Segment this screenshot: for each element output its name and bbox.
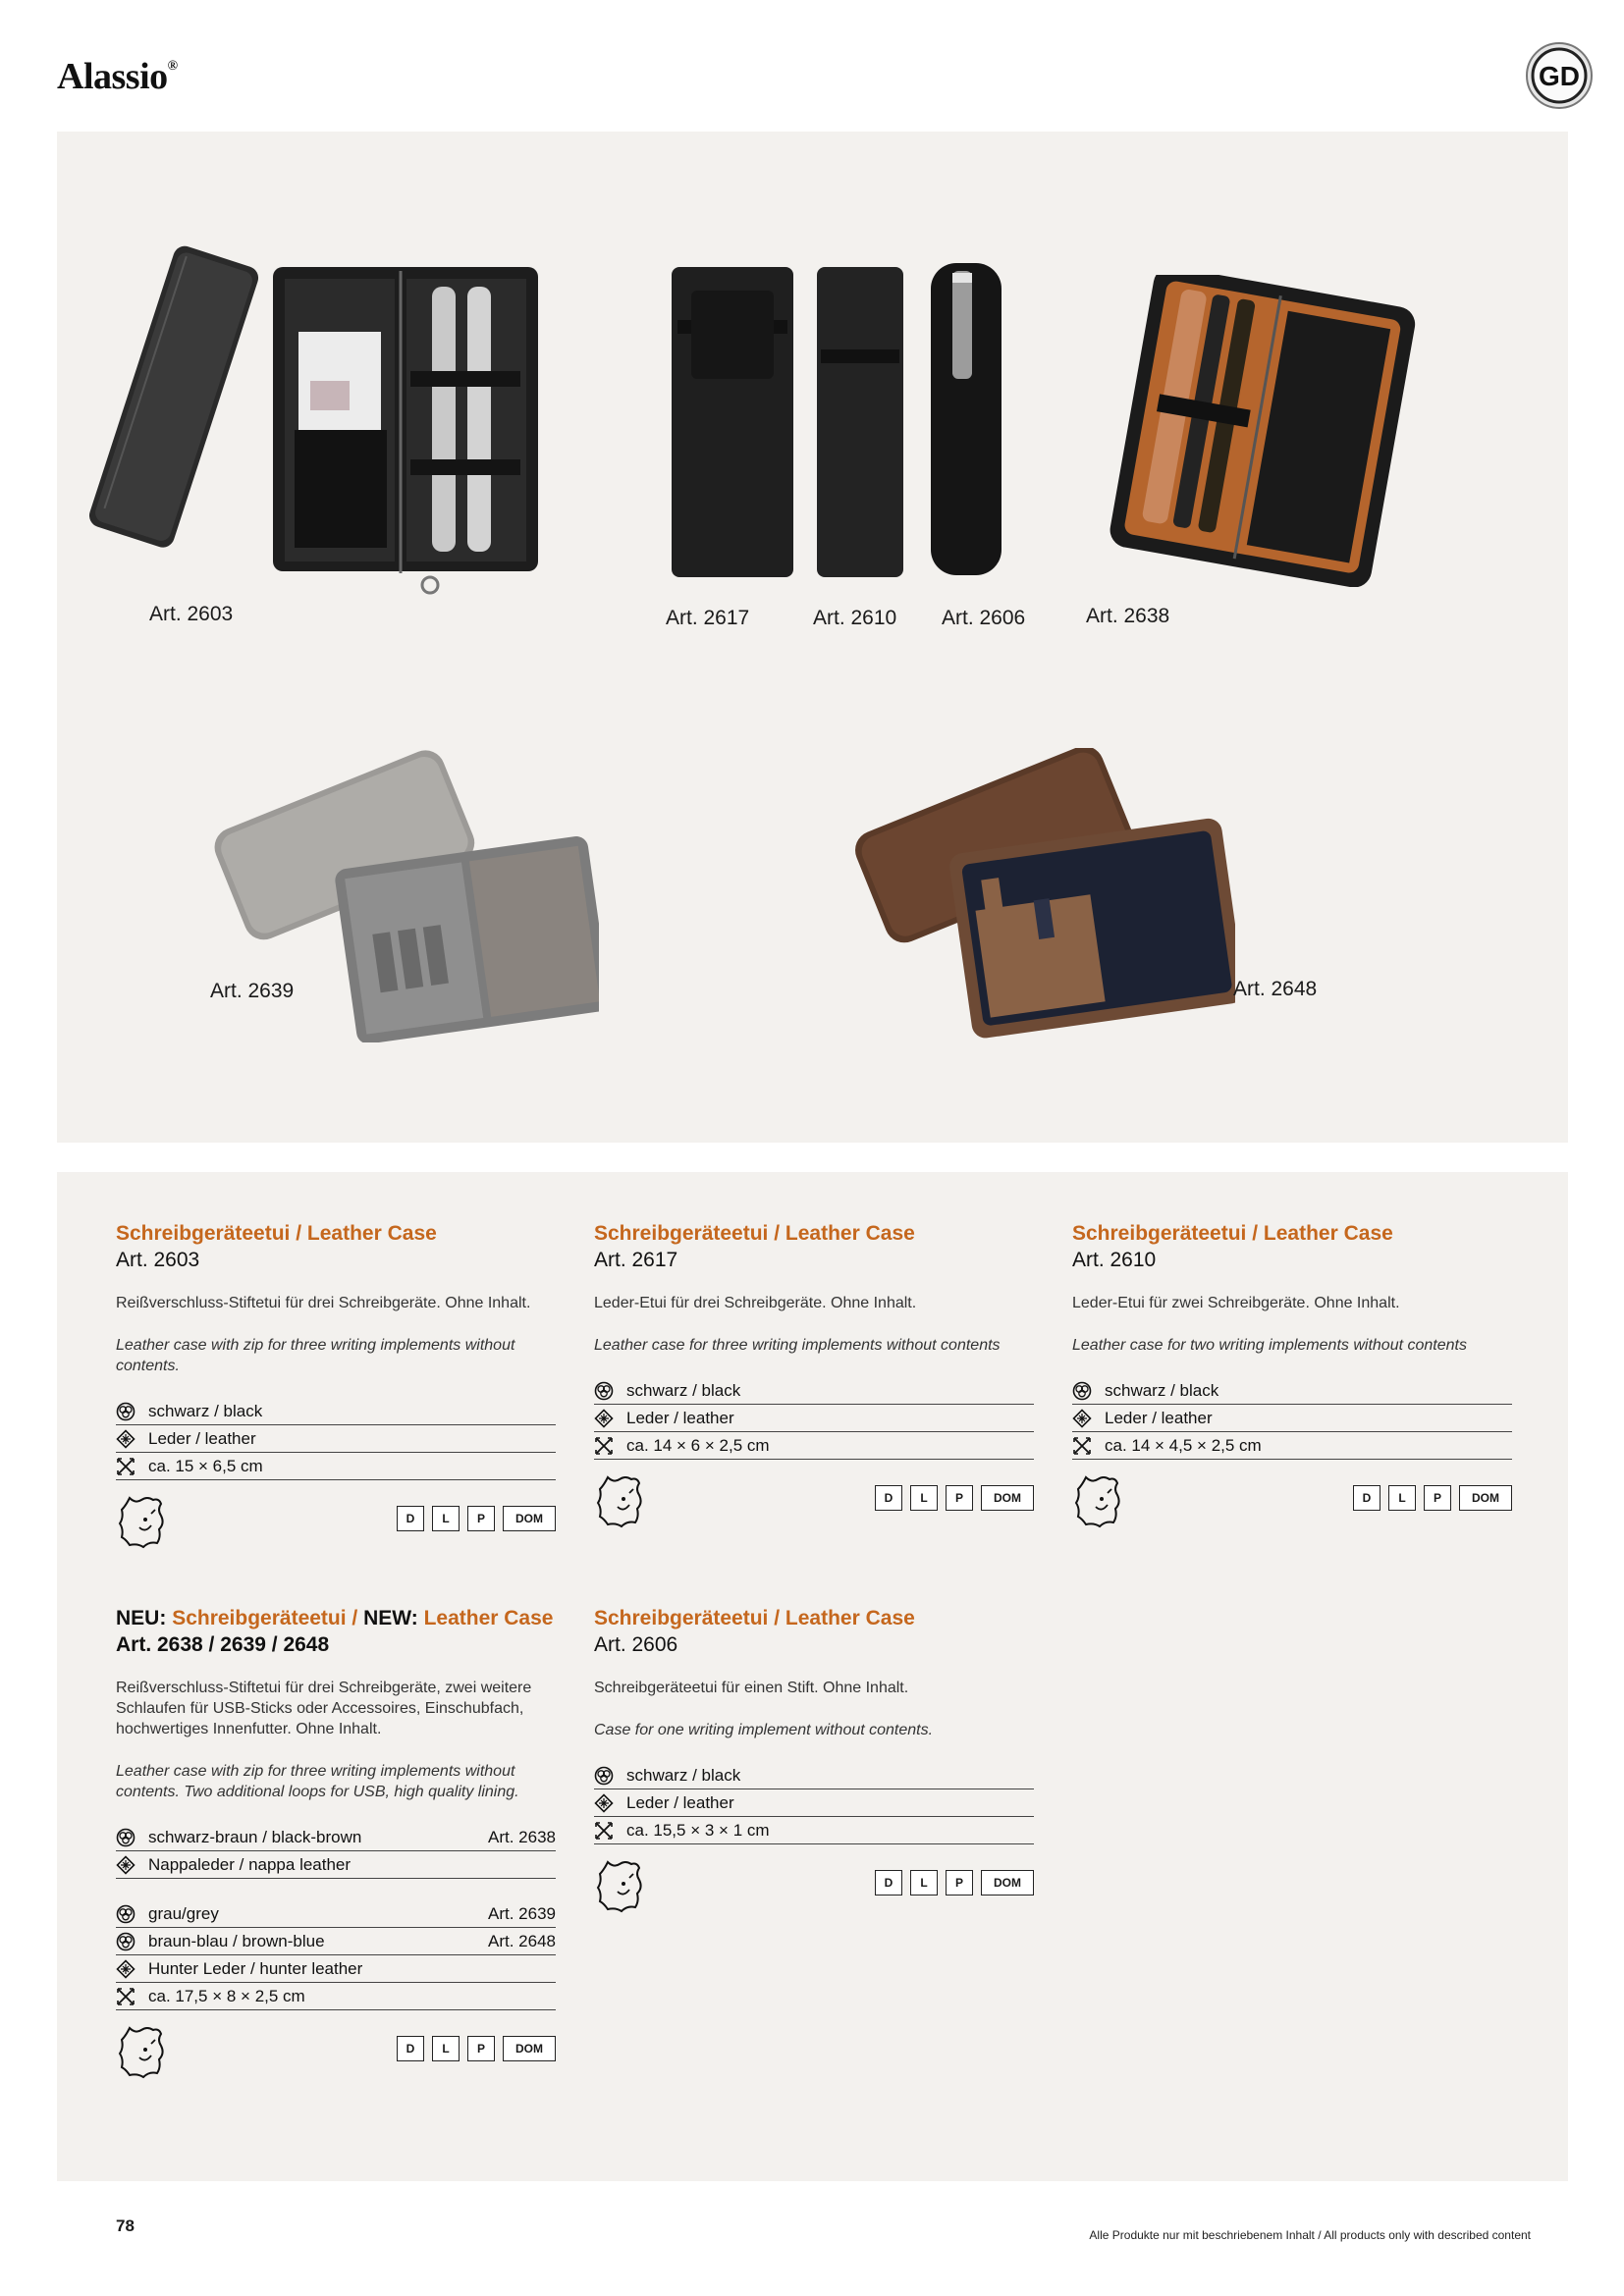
- size-icon: [1072, 1436, 1092, 1456]
- spec-material: [116, 1955, 556, 1983]
- code-d: D: [1353, 1485, 1380, 1511]
- description-de: Leder-Etui für zwei Schreibgeräte. Ohne Inhalt.: [1072, 1295, 1400, 1311]
- title-separator: /: [768, 1222, 785, 1245]
- color-icon: [594, 1381, 614, 1401]
- code-p: P: [467, 1506, 495, 1531]
- product-footer: [116, 2024, 556, 2087]
- product-title: [116, 1606, 556, 1631]
- spec-text: Hunter Leder / hunter leather: [148, 1958, 363, 1978]
- new-badge-en: NEW:: [363, 1607, 418, 1629]
- title-separator: /: [1246, 1222, 1264, 1245]
- code-d: D: [397, 2036, 424, 2061]
- description-en: Leather case for three writing implements without contents: [594, 1337, 1001, 1354]
- spec-text: Leder / leather: [626, 1408, 734, 1427]
- code-d: D: [875, 1485, 902, 1511]
- spec-color: [116, 1824, 556, 1851]
- title-de: Schreibgeräteetui: [594, 1607, 769, 1629]
- spec-text: grau/grey: [148, 1903, 219, 1923]
- spec-text: Nappaleder / nappa leather: [148, 1854, 352, 1874]
- product-block-2606: [594, 1606, 1034, 1921]
- spec-spacer: [116, 1879, 556, 1900]
- spec-list: [594, 1377, 1034, 1460]
- size-icon: [594, 1436, 614, 1456]
- spec-text: schwarz / black: [148, 1401, 263, 1420]
- code-badges: [1353, 1485, 1512, 1511]
- product-block-2610: [1072, 1221, 1512, 1536]
- title-separator: /: [346, 1607, 364, 1629]
- article-number: Art. 2638 / 2639 / 2648: [116, 1633, 330, 1656]
- description-en: Leather case for two writing implements without contents: [1072, 1337, 1467, 1354]
- spec-material: [594, 1405, 1034, 1432]
- genuine-leather-icon: [1072, 1473, 1123, 1530]
- photo-label-2638: Art. 2638: [1086, 605, 1170, 627]
- spec-size: [116, 1453, 556, 1480]
- size-icon: [594, 1821, 614, 1841]
- title-de: Schreibgeräteetui: [116, 1222, 291, 1245]
- product-image-2603: [77, 224, 546, 597]
- spec-size: [594, 1817, 1034, 1844]
- spec-list: [1072, 1377, 1512, 1460]
- code-badges: [875, 1870, 1034, 1896]
- spec-text: ca. 15,5 × 3 × 1 cm: [626, 1820, 770, 1840]
- size-icon: [116, 1987, 135, 2006]
- spec-text: schwarz / black: [1105, 1380, 1219, 1400]
- article-number: Art. 2603: [116, 1249, 200, 1271]
- spec-text: Leder / leather: [626, 1792, 734, 1812]
- code-p: P: [946, 1485, 973, 1511]
- code-dom: DOM: [981, 1485, 1034, 1511]
- code-l: L: [910, 1485, 938, 1511]
- new-badge-de: NEU:: [116, 1607, 167, 1629]
- product-title: [594, 1221, 1034, 1247]
- spec-article: Art. 2639: [488, 1903, 556, 1923]
- spec-size: [116, 1983, 556, 2010]
- article-number: Art. 2617: [594, 1249, 678, 1271]
- spec-material: [116, 1425, 556, 1453]
- code-badges: [397, 2036, 556, 2061]
- spec-text: ca. 15 × 6,5 cm: [148, 1456, 263, 1475]
- spec-text: braun-blau / brown-blue: [148, 1931, 325, 1950]
- material-icon: [594, 1409, 614, 1428]
- spec-list-2639-2648: [116, 1900, 556, 2010]
- title-en: Leather Case: [423, 1607, 554, 1629]
- product-footer: [1072, 1473, 1512, 1536]
- description-de: Reißverschluss-Stiftetui für drei Schreibgeräte. Ohne Inhalt.: [116, 1295, 531, 1311]
- photo-label-2617: Art. 2617: [666, 607, 750, 629]
- product-title: [594, 1606, 1034, 1631]
- spec-text: Leder / leather: [148, 1428, 256, 1448]
- code-p: P: [1424, 1485, 1451, 1511]
- title-de: Schreibgeräteetui: [1072, 1222, 1247, 1245]
- product-image-2617-2610-2606: [668, 261, 1009, 581]
- size-icon: [116, 1457, 135, 1476]
- title-en: Leather Case: [785, 1222, 915, 1245]
- spec-list: [116, 1398, 556, 1480]
- logo-text: GD: [1539, 61, 1580, 91]
- title-en: Leather Case: [1263, 1222, 1393, 1245]
- description-en: Case for one writing implement without contents.: [594, 1722, 934, 1738]
- description-de: Schreibgeräteetui für einen Stift. Ohne Inhalt.: [594, 1680, 909, 1696]
- spec-text: Leder / leather: [1105, 1408, 1213, 1427]
- code-l: L: [432, 2036, 460, 2061]
- spec-text: schwarz-braun / black-brown: [148, 1827, 362, 1846]
- title-de: Schreibgeräteetui: [172, 1607, 347, 1629]
- code-d: D: [397, 1506, 424, 1531]
- code-l: L: [910, 1870, 938, 1896]
- brand-name: Alassio: [57, 56, 168, 97]
- spec-material: [1072, 1405, 1512, 1432]
- code-dom: DOM: [1459, 1485, 1512, 1511]
- spec-list-2638: [116, 1824, 556, 1879]
- article-number: Art. 2610: [1072, 1249, 1157, 1271]
- color-icon: [116, 1932, 135, 1951]
- photo-label-2603: Art. 2603: [149, 603, 234, 625]
- color-icon: [116, 1828, 135, 1847]
- title-en: Leather Case: [306, 1222, 437, 1245]
- product-title: [116, 1221, 556, 1247]
- spec-size: [1072, 1432, 1512, 1460]
- description-de: Reißverschluss-Stiftetui für drei Schreibgeräte, zwei weitere Schlaufen für USB-Sticks oder Accessoires, Einschubfach, hochwertiges Innenfutter. Ohne Inhalt.: [116, 1680, 532, 1737]
- spec-text: ca. 17,5 × 8 × 2,5 cm: [148, 1986, 305, 2005]
- article-number: Art. 2606: [594, 1633, 678, 1656]
- spec-text: ca. 14 × 6 × 2,5 cm: [626, 1435, 770, 1455]
- page-number: 78: [116, 2216, 135, 2235]
- product-title: [1072, 1221, 1512, 1247]
- material-icon: [116, 1959, 135, 1979]
- spec-text: schwarz / black: [626, 1380, 741, 1400]
- spec-text: schwarz / black: [626, 1765, 741, 1785]
- title-de: Schreibgeräteetui: [594, 1222, 769, 1245]
- code-l: L: [432, 1506, 460, 1531]
- code-p: P: [946, 1870, 973, 1896]
- material-icon: [116, 1429, 135, 1449]
- product-image-2648: [842, 748, 1235, 1041]
- material-icon: [594, 1793, 614, 1813]
- product-block-2638-2639-2648: [116, 1606, 556, 2087]
- product-footer: [116, 1494, 556, 1557]
- footer-note: Alle Produkte nur mit beschriebenem Inhalt / All products only with described content: [1089, 2228, 1531, 2242]
- photo-label-2648: Art. 2648: [1233, 978, 1318, 1000]
- title-en: Leather Case: [785, 1607, 915, 1629]
- color-icon: [116, 1904, 135, 1924]
- spec-color: [1072, 1377, 1512, 1405]
- spec-color: [116, 1928, 556, 1955]
- code-l: L: [1388, 1485, 1416, 1511]
- color-icon: [594, 1766, 614, 1786]
- photo-label-2610: Art. 2610: [813, 607, 897, 629]
- title-separator: /: [768, 1607, 785, 1629]
- product-footer: [594, 1858, 1034, 1921]
- spec-color: [116, 1900, 556, 1928]
- photo-label-2639: Art. 2639: [210, 980, 295, 1002]
- genuine-leather-icon: [116, 1494, 167, 1551]
- registered-mark: ®: [167, 59, 178, 74]
- spec-color: [594, 1762, 1034, 1789]
- genuine-leather-icon: [594, 1858, 645, 1915]
- description-en: Leather case with zip for three writing implements without contents.: [116, 1337, 515, 1374]
- gd-logo-icon: [1525, 41, 1594, 110]
- brand-logo: [57, 55, 178, 98]
- code-dom: DOM: [503, 2036, 556, 2061]
- title-separator: /: [290, 1222, 307, 1245]
- spec-material: [116, 1851, 556, 1879]
- code-p: P: [467, 2036, 495, 2061]
- code-dom: DOM: [503, 1506, 556, 1531]
- description-en: Leather case with zip for three writing implements without contents. Two additional loops for USB, high quality lining.: [116, 1763, 519, 1800]
- description-de: Leder-Etui für drei Schreibgeräte. Ohne Inhalt.: [594, 1295, 917, 1311]
- product-block-2617: [594, 1221, 1034, 1536]
- photo-label-2606: Art. 2606: [942, 607, 1026, 629]
- spec-color: [594, 1377, 1034, 1405]
- spec-list: [594, 1762, 1034, 1844]
- spec-material: [594, 1789, 1034, 1817]
- product-block-2603: [116, 1221, 556, 1557]
- code-badges: [875, 1485, 1034, 1511]
- color-icon: [1072, 1381, 1092, 1401]
- genuine-leather-icon: [594, 1473, 645, 1530]
- code-badges: [397, 1506, 556, 1531]
- product-footer: [594, 1473, 1034, 1536]
- material-icon: [1072, 1409, 1092, 1428]
- spec-color: [116, 1398, 556, 1425]
- color-icon: [116, 1402, 135, 1421]
- genuine-leather-icon: [116, 2024, 167, 2081]
- code-dom: DOM: [981, 1870, 1034, 1896]
- spec-article: Art. 2638: [488, 1827, 556, 1846]
- product-image-2638: [1100, 275, 1424, 587]
- code-d: D: [875, 1870, 902, 1896]
- spec-text: ca. 14 × 4,5 × 2,5 cm: [1105, 1435, 1262, 1455]
- spec-article: Art. 2648: [488, 1931, 556, 1950]
- spec-size: [594, 1432, 1034, 1460]
- material-icon: [116, 1855, 135, 1875]
